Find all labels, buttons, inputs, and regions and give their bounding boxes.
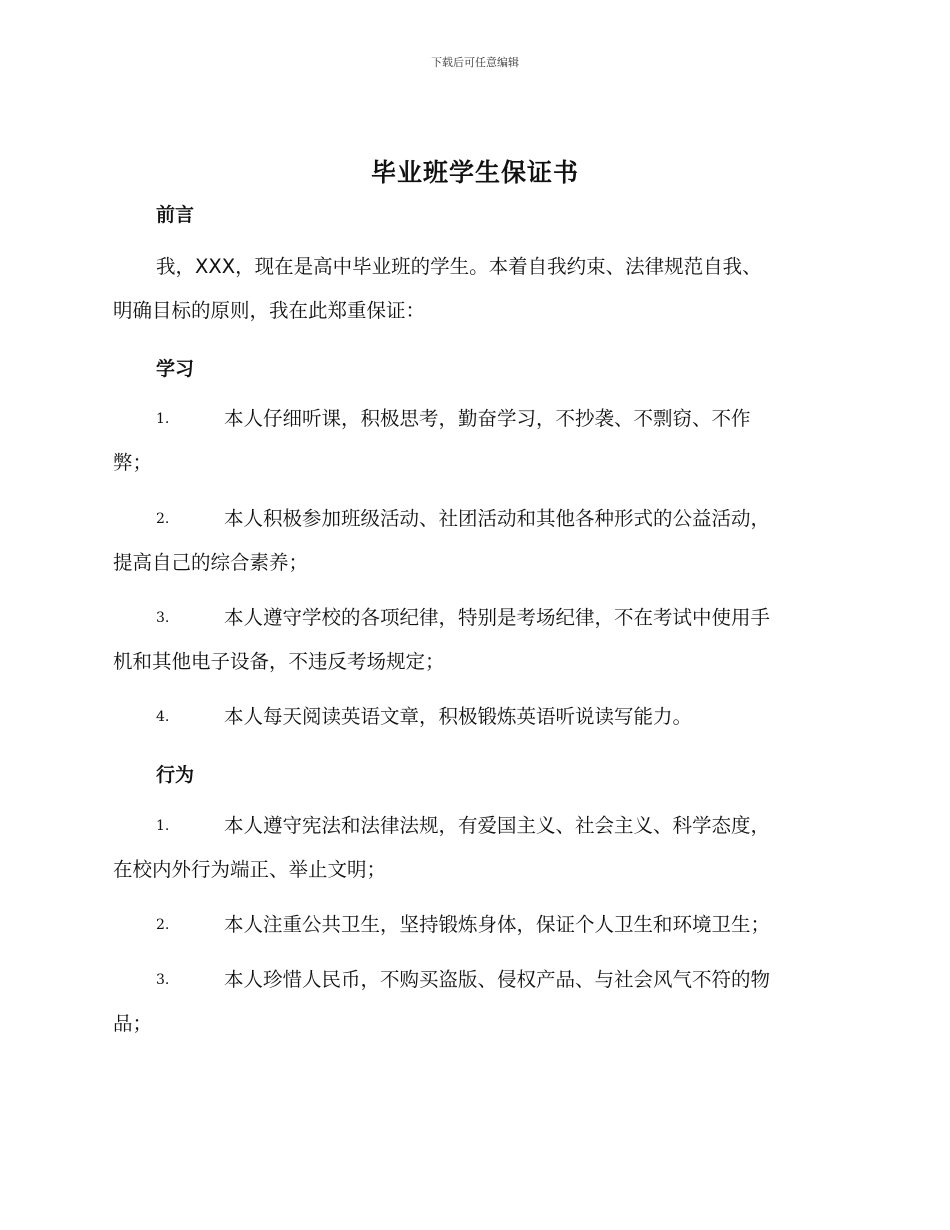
study-item-3 [113,596,838,684]
item-text-line-2: 提高自己的综合素养； [113,551,309,574]
item-text-line-1: 本人每天阅读英语文章，积极锻炼英语听说读写能力。 [224,705,693,728]
item-text-line-1: 本人遵守宪法和法律法规，有爱国主义、社会主义、科学态度， [224,814,771,837]
list-number: 2. [156,917,170,933]
item-text-line-1: 本人注重公共卫生，坚持锻炼身体，保证个人卫生和环境卫生； [224,913,771,936]
preface-line-1: 我，XXX，现在是高中毕业班的学生。本着自我约束、法律规范自我、 [156,255,762,278]
section-heading-behavior: 行为 [156,764,195,786]
item-text-line-1: 本人积极参加班级活动、社团活动和其他各种形式的公益活动， [224,507,771,530]
item-text-line-1: 本人仔细听课，积极思考，勤奋学习，不抄袭、不剽窃、不作 [224,407,751,430]
study-item-2 [113,497,838,585]
preface-line-2: 明确目标的原则，我在此郑重保证： [113,299,426,322]
document-title: 毕业班学生保证书 [370,158,579,187]
study-item-4 [113,695,838,739]
behavior-item-2 [113,903,838,947]
list-number: 2. [156,511,170,527]
behavior-item-1 [113,804,838,892]
item-text-line-2: 品； [113,1012,153,1035]
list-number: 3. [156,972,170,988]
preface-paragraph [113,245,838,333]
list-number: 1. [156,411,170,427]
item-text-line-1: 本人遵守学校的各项纪律，特别是考场纪律，不在考试中使用手 [224,606,771,629]
item-text-line-2: 在校内外行为端正、举止文明； [113,858,387,881]
section-heading-study: 学习 [156,358,195,380]
list-number: 4. [156,709,170,725]
item-text-line-2: 弊； [113,451,153,474]
study-item-1 [113,397,838,485]
list-number: 3. [156,610,170,626]
section-heading-preface: 前言 [156,204,195,226]
item-text-line-1: 本人珍惜人民币，不购买盗版、侵权产品、与社会风气不符的物 [224,968,771,991]
header-note: 下载后可任意编辑 [431,56,519,69]
item-text-line-2: 机和其他电子设备，不违反考场规定； [113,650,445,673]
behavior-item-3 [113,958,838,1046]
list-number: 1. [156,818,170,834]
